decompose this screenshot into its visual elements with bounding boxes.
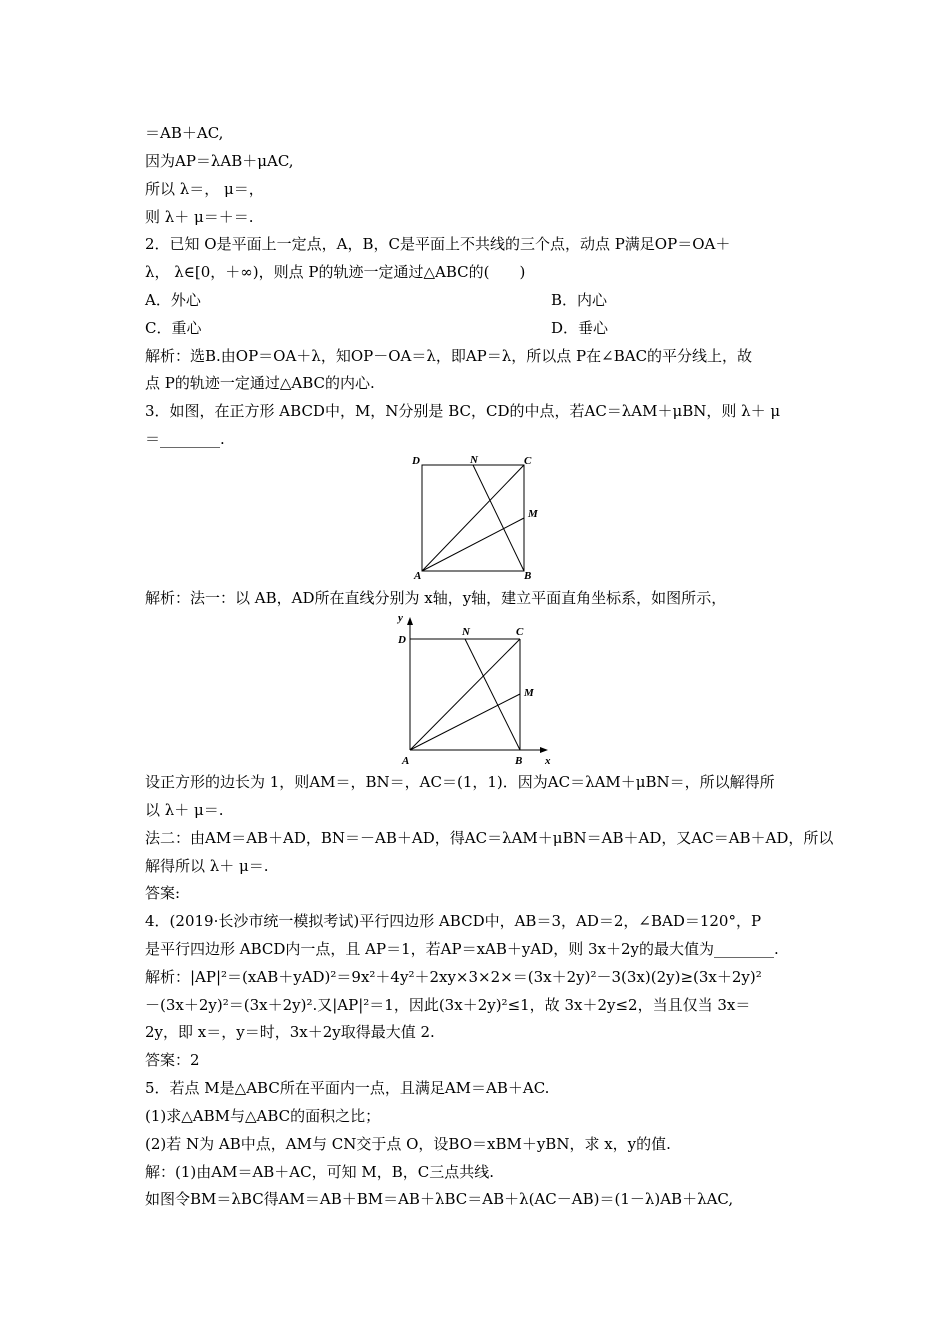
solution-text: 2y，即 x＝，y＝时，3x＋2y取得最大值 2. (145, 1023, 435, 1041)
text-line: ＝AB＋AC, (145, 124, 224, 142)
solution-text: 设正方形的边长为 1，则AM＝，BN＝，AC＝(1，1)．因为AC＝λAM＋μBN＝，所以解得所 (145, 773, 775, 791)
fig2-label-m: M (524, 687, 534, 699)
answer-label: 答案: (145, 884, 181, 902)
fig1-label-n: N (470, 454, 478, 466)
question-4-stem: 4．(2019·长沙市统一模拟考试)平行四边形 ABCD中，AB＝3，AD＝2，∠BAD＝120°，P (145, 912, 762, 930)
fig2-label-n: N (462, 626, 470, 638)
solution-text: 以 λ＋ μ＝. (145, 801, 224, 819)
solution-method-2: 法二：由AM＝AB＋AD，BN＝－AB＋AD，得AC＝λAM＋μBN＝AB＋AD，又AC＝AB＋AD，所以 (145, 829, 834, 847)
option-c: C．重心 (145, 319, 202, 337)
question-4-stem: 是平行四边形 ABCD内一点，且 AP＝1，若AP＝xAB＋yAD，则 3x＋2y的最大值为________. (145, 940, 779, 958)
fig2-label-d: D (398, 634, 406, 646)
solution-text: 如图令BM＝λBC得AM＝AB＋BM＝AB＋λBC＝AB＋λ(AC－AB)＝(1－λ)AB＋λAC, (145, 1190, 734, 1208)
square-figure-1 (410, 453, 545, 583)
text-line: 所以 λ＝， μ＝， (145, 180, 264, 198)
option-a: A．外心 (145, 291, 201, 309)
text-line: 则 λ＋ μ＝＋＝. (145, 208, 254, 226)
question-2-stem: λ， λ∈[0，＋∞)，则点 P的轨迹一定通过△ABC的( ) (145, 263, 526, 281)
fig1-label-a: A (414, 570, 422, 582)
fig2-label-y: y (398, 612, 403, 624)
question-3-stem: ＝________. (145, 430, 225, 448)
fig2-label-c: C (516, 626, 524, 638)
question-3-stem: 3．如图，在正方形 ABCD中，M，N分别是 BC，CD的中点，若AC＝λAM＋μBN，则 λ＋ μ (145, 402, 781, 420)
solution-text: 解析：|AP|²＝(xAB＋yAD)²＝9x²＋4y²＋2xy×3×2×＝(3x＋2y)²－3(3x)(2y)≥(3x＋2y)² (145, 968, 762, 986)
answer-label: 答案：2 (145, 1051, 200, 1069)
fig1-label-c: C (524, 455, 532, 467)
fig2-label-b: B (515, 755, 523, 767)
solution-text: 点 P的轨迹一定通过△ABC的内心. (145, 374, 375, 392)
text-line: 因为AP＝λAB＋μAC, (145, 152, 294, 170)
question-5-stem: 5．若点 M是△ABC所在平面内一点，且满足AM＝AB＋AC. (145, 1079, 550, 1097)
fig1-label-d: D (412, 455, 420, 467)
option-d: D．垂心 (551, 319, 609, 337)
question-2-stem: 2．已知 O是平面上一定点，A，B，C是平面上不共线的三个点，动点 P满足OP＝OA＋ (145, 235, 731, 253)
solution-text: 解析：选B.由OP＝OA＋λ，知OP－OA＝λ，即AP＝λ，所以点 P在∠BAC的平分线上，故 (145, 347, 753, 365)
solution-text: －(3x＋2y)²＝(3x＋2y)².又|AP|²＝1，因此(3x＋2y)²≤1，故 3x＋2y≤2，当且仅当 3x＝ (145, 996, 751, 1014)
solution-method-1: 解析：法一：以 AB，AD所在直线分别为 x轴，y轴，建立平面直角坐标系，如图所示， (145, 589, 727, 607)
question-5-part-1: (1)求△ABM与△ABC的面积之比； (145, 1107, 381, 1125)
fig2-label-a: A (402, 755, 410, 767)
fig2-label-x: x (545, 755, 551, 767)
option-b: B．内心 (551, 291, 608, 309)
question-5-part-2: (2)若 N为 AB中点，AM与 CN交于点 O，设BO＝xBM＋yBN，求 x，y的值. (145, 1135, 671, 1153)
coordinate-figure-2 (395, 612, 555, 770)
fig1-label-m: M (528, 508, 538, 520)
fig1-label-b: B (524, 570, 532, 582)
solution-text: 解得所以 λ＋ μ＝. (145, 857, 269, 875)
solution-text: 解：(1)由AM＝AB＋AC，可知 M，B，C三点共线. (145, 1163, 495, 1181)
